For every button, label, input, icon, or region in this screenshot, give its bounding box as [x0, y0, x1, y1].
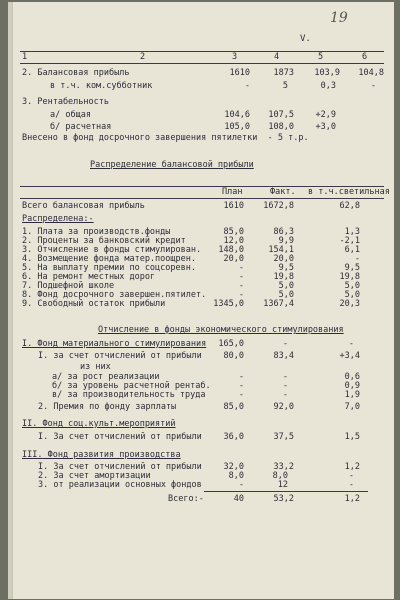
dist-row-label: 3. Отчисление в фонды стимулирован. — [22, 245, 202, 255]
dist-row-extra: -2,1 — [339, 236, 360, 246]
section-title-distribution: Распределение балансовой прибыли — [90, 160, 254, 170]
funds-total-label: Всего:- — [168, 494, 204, 504]
funds-total-fact: 53,2 — [273, 494, 294, 504]
dist-row-extra: - — [354, 254, 360, 264]
fund1-row-label: I. за счет отчислений от прибыли — [38, 351, 202, 361]
dist-row-extra: 5,0 — [344, 281, 360, 291]
top-row-c4: 1873 — [273, 68, 294, 78]
fund1-row-plan: - — [238, 390, 244, 400]
fund3-row-extra: - — [348, 480, 354, 490]
binding-margin — [8, 2, 13, 599]
fund1-row-fact: - — [282, 381, 288, 391]
dist-row-plan: 85,0 — [223, 227, 244, 237]
fund2-row-extra: 1,5 — [344, 432, 360, 442]
fund3-row-label: 2. За счет амортизации — [38, 471, 151, 481]
dist-rule-bottom — [20, 198, 384, 199]
header-extra: в т.ч.светильная — [308, 187, 390, 197]
dist-row-extra: 5,0 — [344, 290, 360, 300]
dist-row-label: 6. На ремонт местных дорог — [22, 272, 156, 282]
fund1-row-fact: 92,0 — [273, 402, 294, 412]
document-page — [8, 2, 394, 599]
dist-total-fact: 1672,8 — [263, 201, 294, 211]
fund1-row-label: из них — [80, 362, 111, 372]
fund3-row-extra: 1,2 — [344, 462, 360, 472]
fund1-row-plan: 85,0 — [223, 402, 244, 412]
top-row-c5: 103,9 — [314, 68, 340, 78]
funds-total-extra: 1,2 — [344, 494, 360, 504]
header-rule-top — [20, 51, 384, 52]
dist-row-label: 9. Свободный остаток прибыли — [22, 299, 166, 309]
column-number-3: 3 — [232, 52, 238, 62]
dist-row-plan: - — [238, 263, 244, 273]
fund1-row-label: 2. Премия по фонду зарплаты — [38, 402, 177, 412]
dist-row-fact: 5,0 — [278, 281, 294, 291]
dist-row-fact: 19,8 — [273, 272, 294, 282]
fund1-row-fact: - — [282, 390, 288, 400]
dist-row-fact: 86,3 — [273, 227, 294, 237]
dist-row-extra: 20,3 — [339, 299, 360, 309]
dist-row-extra: 6,1 — [344, 245, 360, 255]
header-plan: План — [222, 187, 243, 197]
top-row-c5: +3,0 — [315, 122, 336, 132]
fund2-row-fact: 37,5 — [273, 432, 294, 442]
dist-row-plan: - — [238, 281, 244, 291]
column-number-5: 5 — [318, 52, 324, 62]
fund3-row-fact: 12 — [277, 480, 288, 490]
fund3-row-fact: 8,0 — [272, 471, 288, 481]
total-rule — [204, 491, 368, 492]
top-row-c6: 104,8 — [358, 68, 384, 78]
page-number: 19 — [330, 10, 348, 26]
header-rule-bottom — [20, 63, 384, 64]
column-number-1: 1 — [22, 52, 28, 62]
dist-total-plan: 1610 — [223, 201, 244, 211]
dist-row-label: 4. Возмещение фонда матер.поощрен. — [22, 254, 196, 264]
fund2-row-plan: 36,0 — [223, 432, 244, 442]
fund3-row-plan: 32,0 — [223, 462, 244, 472]
fund1-row-fact: 83,4 — [273, 351, 294, 361]
fund1-row-label: а/ за рост реализации — [52, 372, 160, 382]
dist-row-extra: 19,8 — [339, 272, 360, 282]
dist-row-plan: 20,0 — [223, 254, 244, 264]
dist-row-plan: 12,0 — [223, 236, 244, 246]
dist-row-plan: - — [238, 290, 244, 300]
top-row-c5: 0,3 — [320, 81, 336, 91]
dist-row-label: 5. На выплату премии по соцсоревн. — [22, 263, 196, 273]
dist-row-fact: 1367,4 — [263, 299, 294, 309]
dist-row-label: 1. Плата за производств.фонды — [22, 227, 171, 237]
dist-row-fact: 154,1 — [268, 245, 294, 255]
dist-row-extra: 1,3 — [344, 227, 360, 237]
fund3-title: III. Фонд развития производства — [22, 450, 181, 460]
check-mark: V. — [300, 34, 311, 44]
fund3-row-plan: - — [238, 480, 244, 490]
top-row-c5: +2,9 — [315, 110, 336, 120]
dist-row-plan: 148,0 — [218, 245, 244, 255]
fund1-fact: - — [282, 339, 288, 349]
fund1-row-label: в/ за производительность труда — [52, 390, 206, 400]
dist-row-label: 2. Проценты за банковский кредит — [22, 236, 186, 246]
dist-row-fact: 5,0 — [278, 290, 294, 300]
fund1-title: I. Фонд материального стимулирования — [22, 339, 207, 349]
column-number-4: 4 — [274, 52, 280, 62]
distributed-label: Распределена:- — [22, 214, 94, 224]
funds-total-plan: 40 — [233, 494, 244, 504]
fund1-row-label: б/ за уровень расчетной рентаб. — [52, 381, 211, 391]
dist-row-label: 8. Фонд досрочного завершен.пятилет. — [22, 290, 207, 300]
fund2-title: II. Фонд соц.культ.мероприятий — [22, 419, 176, 429]
column-number-2: 2 — [140, 52, 146, 62]
fund2-row-label: I. За счет отчислений от прибыли — [38, 432, 202, 442]
top-row-label: а/ общая — [50, 110, 91, 120]
column-number-6: 6 — [362, 52, 368, 62]
note-line: Внесено в фонд досрочного завершения пятилетки - 5 т.р. — [22, 133, 309, 143]
fund1-row-extra: 7,0 — [344, 402, 360, 412]
fund1-row-extra: 0,9 — [344, 381, 360, 391]
top-row-label: 2. Балансовая прибыль — [22, 68, 130, 78]
dist-row-plan: 1345,0 — [213, 299, 244, 309]
top-row-c6: - — [370, 81, 376, 91]
fund3-row-extra: - — [348, 471, 354, 481]
dist-row-fact: 20,0 — [273, 254, 294, 264]
top-row-label: 3. Рентабельность — [22, 97, 109, 107]
section-title-funds: Отчисление в фонды экономического стимулирования — [98, 325, 344, 335]
top-row-label: в т.ч. ком.субботник — [50, 81, 153, 91]
fund1-row-fact: - — [282, 372, 288, 382]
fund1-extra: - — [348, 339, 354, 349]
dist-row-label: 7. Подшефной школе — [22, 281, 115, 291]
fund1-row-extra: +3,4 — [339, 351, 360, 361]
fund1-row-plan: 80,0 — [223, 351, 244, 361]
top-row-c3: 105,0 — [224, 122, 250, 132]
top-row-c4: 108,0 — [268, 122, 294, 132]
top-row-label: б/ расчетная — [50, 122, 112, 132]
fund1-row-plan: - — [238, 372, 244, 382]
top-row-c3: 1610 — [229, 68, 250, 78]
dist-row-fact: 9,5 — [278, 263, 294, 273]
dist-row-extra: 9,5 — [344, 263, 360, 273]
fund1-plan: 165,0 — [218, 339, 244, 349]
fund3-row-plan: 8,0 — [228, 471, 244, 481]
fund3-row-fact: 33,2 — [273, 462, 294, 472]
fund1-row-extra: 0,6 — [344, 372, 360, 382]
dist-row-fact: 9,9 — [278, 236, 294, 246]
dist-total-label: Всего балансовая прибыль — [22, 201, 145, 211]
dist-row-plan: - — [238, 272, 244, 282]
header-fact: Факт. — [270, 187, 296, 197]
dist-total-extra: 62,8 — [339, 201, 360, 211]
top-row-c4: 107,5 — [268, 110, 294, 120]
fund3-row-label: 3. от реализации основных фондов — [38, 480, 202, 490]
top-row-c3: 104,6 — [224, 110, 250, 120]
fund1-row-extra: 1,9 — [344, 390, 360, 400]
fund3-row-label: I. За счет отчислений от прибыли — [38, 462, 202, 472]
top-row-c4: 5 — [282, 81, 288, 91]
fund1-row-plan: - — [238, 381, 244, 391]
top-row-c3: - — [244, 81, 250, 91]
